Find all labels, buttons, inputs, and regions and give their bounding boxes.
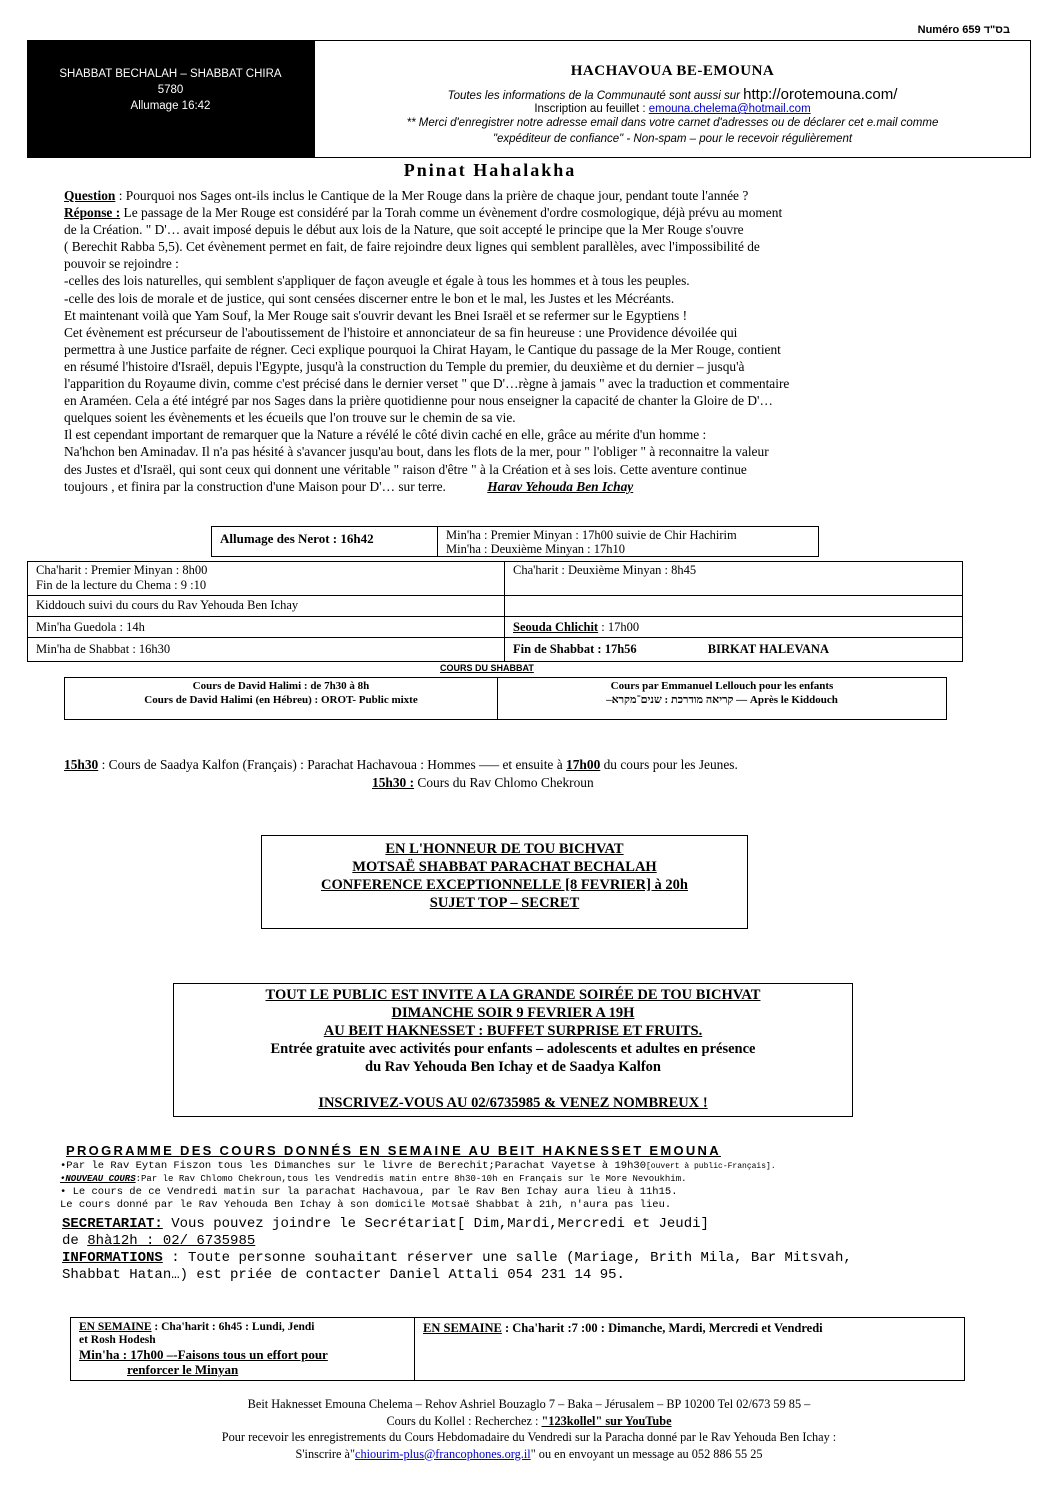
shaharit-1: Cha'harit : Premier Minyan : 8h00 <box>36 563 208 577</box>
note-line-1: ** Merci d'enregistrer notre adresse email dans votre carnet d'adresses ou de déclarer cet e.mail comme <box>406 117 939 129</box>
kollel-youtube[interactable]: "123kollel" sur YouTube <box>541 1413 672 1428</box>
nouveau-cours-label: •NOUVEAU COURS <box>60 1174 136 1184</box>
tou-bichvat-l4: SUJET TOP – SECRET <box>429 895 580 911</box>
reponse-last-text: toujours , et finira par la construction d'une Maison pour D'… sur terre. <box>64 478 446 494</box>
semaine-right-text: : Cha'harit :7 :00 : Dimanche, Mardi, Mercredi et Vendredi <box>501 1321 823 1335</box>
reponse-line-7: Cet évènement est précurseur de l'aboutissement de l'histoire et annonciateur de sa fin heureuse : une Providence dévoilée qui <box>64 324 738 340</box>
kiddouch-cell <box>27 595 505 617</box>
shaharit2-cell <box>504 561 963 596</box>
secretariat-block <box>62 1216 852 1284</box>
semaine-left-l1 <box>79 1321 406 1334</box>
reponse-line-14: Na'hchon ben Aminadav. Il n'a pas hésité à s'avancer jusqu'au bout, dans les flots de la mer, pour " l'obliger " à reconnaitre la valeur <box>64 444 769 460</box>
reponse-line-0: Le passage de la Mer Rouge est considéré par la Torah comme un évènement d'ordre cosmologique, déjà prévu au moment <box>123 205 783 221</box>
cours-jeunes: du cours pour les Jeunes. <box>600 757 738 772</box>
inscription-line <box>315 103 1030 115</box>
mincha-2: Min'ha : Deuxième Minyan : 17h10 <box>446 542 625 556</box>
info-line-2: Shabbat Hatan…) est priée de contacter Daniel Attali 054 231 14 95. <box>62 1267 625 1283</box>
reponse-line-6: Et maintenant voilà que Yam Souf, la Mer Rouge sait s'ouvrir devant les Bnei Israël et se refermer sur le Egyptiens ! <box>64 307 688 323</box>
semaine-left-l3: Min'ha : 17h00 –-Faisons tous un effort pour <box>79 1347 328 1362</box>
fin-shabbat-cell <box>504 637 963 662</box>
header-left-box <box>27 40 314 158</box>
cours-kalfon: : Cours de Saadya Kalfon (Français) : Parachat Hachavoua : Hommes —– et ensuite à <box>98 757 567 772</box>
reponse-line <box>64 204 1024 221</box>
semaine-left-label: EN SEMAINE <box>79 1321 152 1333</box>
reponse-line-13: Il est cependant important de remarquer que la Nature a révélé le côté divin caché en elle, grâce au mérite d'un homme : <box>64 427 707 443</box>
cours-halimi-1: Cours de David Halimi : de 7h30 à 8h <box>192 680 370 692</box>
semaine-left-l2: et Rosh Hodesh <box>79 1334 156 1346</box>
secretariat-de: de <box>62 1233 88 1249</box>
secretariat-line-2 <box>62 1233 852 1250</box>
reponse-line-10: l'apparition du Royaume divin, comme c'est précisé dans le dernier verset " que D'…règne à jamais " avec la traduction et commentaire <box>64 376 790 392</box>
informations-text: : Toute personne souhaitant réserver une salle (Mariage, Brith Mila, Bar Mitsvah, <box>162 1250 852 1266</box>
secretariat-line-1 <box>62 1216 852 1233</box>
kollel-label: Cours du Kollel : Recherchez : <box>386 1413 542 1428</box>
soiree-l1: TOUT LE PUBLIC EST INVITE A LA GRANDE SOIRÉE DE TOU BICHVAT <box>265 987 761 1003</box>
info-prefix: Toutes les informations de la Communauté sont aussi sur <box>447 90 740 102</box>
reponse-line-16 <box>64 478 1024 495</box>
info-line-1 <box>62 1250 852 1267</box>
footer-address: Beit Haknesset Emouna Chelema – Rehov Ashriel Bouzaglo 7 – Baka – Jérusalem – BP 10200 Tel 02/673 59 85 – <box>247 1397 811 1411</box>
reponse-line-15: des Justes et d'Israël, qui sont ceux qui donnent une véritable " raison d'être " à la Création et à ses lois. Cette aventure continue <box>64 461 747 477</box>
pninat-title: Pninat Hahalakha <box>403 160 577 180</box>
allumage-time: Allumage 16:42 <box>130 100 211 112</box>
chiourim-email-link[interactable]: chiourim-plus@francophones.org.il <box>354 1446 531 1461</box>
email-link[interactable]: emouna.chelema@hotmail.com <box>648 103 811 115</box>
informations-label: INFORMATIONS <box>62 1250 163 1266</box>
reponse-line-9: en résumé l'histoire d'Israël, depuis l'Egypte, jusqu'à la construction du Temple du premier, du deuxième et du dernier – jusqu'à <box>64 358 745 374</box>
tou-bichvat-box <box>261 835 748 929</box>
cours-apres-line1 <box>64 757 738 773</box>
header-right-box <box>314 40 1031 158</box>
allumage-cell <box>211 526 438 557</box>
prog-line-2 <box>60 1173 1020 1186</box>
prog-fiszon: •Par le Rav Eytan Fiszon tous les Dimanches sur le livre de Berechit;Parachat Vayetse à 19h30 <box>60 1160 646 1172</box>
year: 5780 <box>157 84 184 96</box>
seouda-cell <box>504 616 963 638</box>
prog-line-1 <box>60 1160 1020 1173</box>
inscription-label: Inscription au feuillet : <box>534 103 646 115</box>
mincha-shabbat: Min'ha de Shabbat : 16h30 <box>36 642 171 656</box>
tou-bichvat-l2: MOTSAË SHABBAT PARACHAT BECHALAH <box>352 859 657 875</box>
kiddouch: Kiddouch suivi du cours du Rav Yehouda Ben Ichay <box>36 598 299 612</box>
semaine-left-cell <box>70 1317 415 1381</box>
inscrire-end: " ou en envoyant un message au 052 886 55 25 <box>530 1446 763 1461</box>
time-1700: 17h00 <box>566 757 601 772</box>
note-line-2: "expéditeur de confiance" - Non-spam – pour le recevoir régulièrement <box>492 133 853 145</box>
author: Harav Yehouda Ben Ichay <box>487 478 634 494</box>
shabbat-name: SHABBAT BECHALAH – SHABBAT CHIRA <box>59 68 282 80</box>
cours-right-cell <box>497 677 947 720</box>
cours-lellouch: Cours par Emmanuel Lellouch pour les enfants <box>610 680 834 692</box>
question-line <box>64 187 1024 204</box>
allumage-text: Allumage des Nerot : 16h42 <box>220 531 374 546</box>
soiree-l2: DIMANCHE SOIR 9 FEVRIER A 19H <box>391 1005 635 1021</box>
footer <box>0 1396 1058 1462</box>
soiree-box <box>173 983 853 1117</box>
inscrire-label: S'inscrire à" <box>295 1446 355 1461</box>
reponse-line-3: pouvoir se rejoindre : <box>64 256 179 272</box>
pninat-body <box>64 187 1024 495</box>
mincha-guedola: Min'ha Guedola : 14h <box>36 620 145 634</box>
issue-number: Numéro 659 בס"ד <box>917 24 1010 36</box>
seouda-time: : 17h00 <box>598 620 640 634</box>
reponse-line-8: permettra à une Justice parfaite de régner. Ceci explique pourquoi la Chirat Hayam, le Cantique du passage de la Mer Rouge, contient <box>64 341 781 357</box>
soiree-l6: INSCRIVEZ-VOUS AU 02/6735985 & VENEZ NOMBREUX ! <box>318 1095 708 1111</box>
cours-halimi-2: Cours de David Halimi (en Hébreu) : OROT- Public mixte <box>144 694 418 706</box>
seouda-label: Seouda Chlichit <box>513 620 599 634</box>
programme-body <box>60 1160 1020 1212</box>
mincha-guedola-cell <box>27 616 505 638</box>
reponse-line-1: de la Création. " D'… avait imposé depuis le début aux lois de la Nature, que soit accepté le principe que la Mer Rouge s'ouvre <box>64 222 744 238</box>
birkat-halevana: BIRKAT HALEVANA <box>707 642 829 656</box>
soiree-l3: AU BEIT HAKNESSET : BUFFET SURPRISE ET FRUITS. <box>323 1023 703 1039</box>
reponse-line-5: -celle des lois de morale et de justice, qui sont censées discerner entre le bon et le mal, les Justes et les Mécréants. <box>64 290 675 306</box>
prog-line-4: Le cours donné par le Rav Yehouda Ben Ichay à son domicile Motsaë Shabbat à 21h, n'aura pas lieu. <box>60 1199 672 1211</box>
reponse-line-11: en Araméen. Cela a été intégré par nos Sages dans la prière quotidienne pour nous enseigner la capacité de chanter la Gloire de D'… <box>64 393 773 409</box>
soiree-l5: du Rav Yehouda Ben Ichay et de Saadya Kalfon <box>365 1059 661 1075</box>
question-text: : Pourquoi nos Sages ont-ils inclus le Cantique de la Mer Rouge dans la prière de chaque jour, pendant toute l'année ? <box>115 188 749 203</box>
soiree-l4: Entrée gratuite avec activités pour enfants – adolescents et adultes en présence <box>270 1041 756 1057</box>
semaine-right-label: EN SEMAINE <box>423 1321 502 1335</box>
programme-title: PROGRAMME DES COURS DONNÉS EN SEMAINE AU BEIT HAKNESSET EMOUNA <box>66 1143 721 1158</box>
time-1530: 15h30 <box>64 757 99 772</box>
cours-apres-line2 <box>372 775 594 791</box>
secretariat-hours: 8hà12h : 02/ 6735985 <box>87 1233 256 1249</box>
reponse-line-12: quelques soient les évènements et les écueils que l'on trouve sur le chemin de sa vie. <box>64 410 516 426</box>
time-1530-b: 15h30 : <box>372 775 415 790</box>
tou-bichvat-l1: EN L'HONNEUR DE TOU BICHVAT <box>385 841 624 857</box>
secretariat-label: SECRETARIAT: <box>62 1216 163 1232</box>
question-label: Question <box>64 188 116 203</box>
prog-line-3: • Le cours de ce Vendredi matin sur la parachat Hachavoua, par le Rav Ben Ichay aura lieu à 11h15. <box>60 1186 678 1198</box>
prog-chekroun: :Par le Rav Chlomo Chekroun,tous les Vendredis matin entre 8h30-10h en Français sur le More Nevoukhim. <box>135 1174 687 1184</box>
shaharit1-cell <box>27 561 505 596</box>
reponse-line-4: -celles des lois naturelles, qui semblent s'appliquer de façon aveugle et égale à tous les hommes et à tous les peuples. <box>64 273 690 289</box>
cours-chekroun: Cours du Rav Chlomo Chekroun <box>414 775 594 790</box>
footer-enregistrements: Pour recevoir les enregistrements du Cours Hebdomadaire du Vendredi sur la Paracha donné par le Rav Yehouda Ben Ichay : <box>221 1430 837 1444</box>
fin-shabbat: Fin de Shabbat : 17h56 <box>513 642 637 656</box>
cours-left-cell <box>64 677 498 720</box>
info-line <box>315 86 1030 103</box>
semaine-left-l4: renforcer le Minyan <box>127 1362 239 1377</box>
mincha-1: Min'ha : Premier Minyan : 17h00 suivie de Chir Hachirim <box>446 528 737 542</box>
mincha-cell <box>437 526 819 557</box>
semaine-left-text: : Cha'harit : 6h45 : Lundi, Jendi <box>151 1321 315 1333</box>
footer-inscrire <box>0 1446 1058 1463</box>
empty-cell <box>504 595 963 617</box>
reponse-line-2: ( Berechit Rabba 5,5). Cet évènement permet en fait, de faire rejoindre deux lignes qui semblent parallèles, avec l'impossibilité de <box>64 239 760 255</box>
reponse-label: Réponse : <box>64 205 121 221</box>
prog-fiszon-small: [ouvert à public-Français]. <box>646 1162 776 1171</box>
newsletter-title: HACHAVOUA BE-EMOUNA <box>570 63 775 79</box>
cours-shabbat-title: COURS DU SHABBAT <box>440 663 534 673</box>
mincha-shabbat-cell <box>27 637 505 662</box>
cours-lellouch-2: –קריאה מודרכת : שנים־מקרא — Après le Kiddouch <box>606 694 838 706</box>
fin-chema: Fin de la lecture du Chema : 9 :10 <box>36 578 207 592</box>
tou-bichvat-l3: CONFERENCE EXCEPTIONNELLE [8 FEVRIER] à 20h <box>321 877 688 893</box>
semaine-right-cell <box>414 1317 965 1381</box>
secretariat-text: Vous pouvez joindre le Secrétariat[ Dim,Mardi,Mercredi et Jeudi] <box>162 1216 709 1232</box>
shaharit-2: Cha'harit : Deuxième Minyan : 8h45 <box>513 563 697 577</box>
site-link[interactable]: http://orotemouna.com/ <box>743 86 898 103</box>
footer-kollel <box>0 1413 1058 1430</box>
